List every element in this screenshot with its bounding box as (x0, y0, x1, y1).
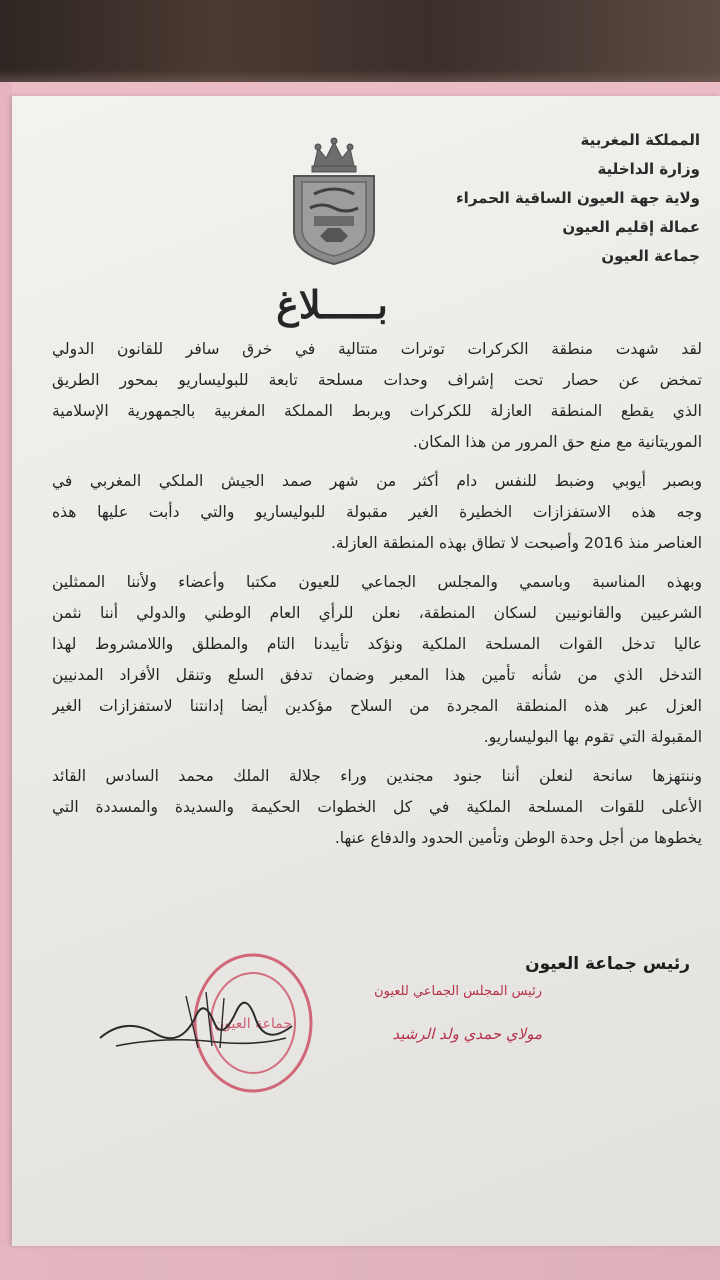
signature-title: رئيس المجلس الجماعي للعيون (374, 984, 542, 999)
letterhead (440, 126, 700, 271)
body-line: عاليا تدخل القوات المسلحة الملكية ونؤكد تأييدنا التام والمطلق واللامشروط لهذا (52, 635, 702, 653)
signature-title: رئيس جماعة العيون (525, 954, 690, 974)
letterhead-line: المملكة المغربية (580, 131, 700, 149)
body-line: وبصبر أيوبي وضبط للنفس دام أكثر من شهر صمد الجيش الملكي المغربي في (52, 472, 702, 490)
body-line: وبهذه المناسبة وباسمي والمجلس الجماعي للعيون مكتبا وأعضاء ولأننا الممثلين (52, 573, 702, 591)
signature-block-council (312, 984, 542, 1043)
body-line: الذي يقطع المنطقة العازلة للكركرات ويربط المملكة المغربية بالجمهورية الإسلامية (52, 402, 702, 420)
body-line: التدخل الذي من شأنه تأمين هذا المعبر وضمان تدفق السلع وتنقل الأفراد المدنيين (52, 666, 702, 684)
body-line: لقد شهدت منطقة الكركرات توترات متتالية في خرق سافر للقانون الدولي (52, 340, 702, 358)
body-line: الشرعيين والقانونيين لسكان المنطقة، نعلن للرأي العام الوطني والدولي أننا نثمن (52, 604, 702, 622)
body-line: يخطوها من أجل وحدة الوطن وتأمين الحدود والدفاع عنها. (334, 829, 702, 847)
letterhead-line: وزارة الداخلية (597, 160, 700, 178)
document-title: بـــــلاغ (276, 282, 388, 327)
body-line: وجه هذه الاستفزازات الخطيرة الغير مقبولة للبوليساريو والتي دأبت عليها هذه (52, 503, 702, 521)
body-line: الأعلى للقوات المسلحة الملكية في كل الخطوات الحكيمة والسديدة والمسددة التي (52, 798, 702, 816)
signature-block-president (460, 954, 690, 974)
background-top (0, 0, 720, 82)
letterhead-line: عمالة إقليم العيون (562, 218, 700, 236)
body-line: الموريتانية مع منع حق المرور من هذا المكان. (412, 433, 702, 451)
coat-of-arms-icon (284, 136, 384, 266)
document-sheet (12, 96, 720, 1246)
body-line: تمخض عن حصار تحت إشراف وحدات مسلحة تابعة للبوليساريو بمحور الطريق (52, 371, 702, 389)
body-line: العناصر منذ 2016 وأصبحت لا تطاق بهذه المنطقة العازلة. (330, 534, 702, 552)
body-line: المقبولة التي تقوم بها البوليساريو. (483, 728, 702, 746)
signature-name: مولاي حمدي ولد الرشيد (392, 1025, 542, 1043)
body-line: العزل عبر هذه المنطقة المجردة من السلاح مؤكدين أيضا إدانتنا لاستفزازات الغير (52, 697, 702, 715)
document-body (52, 334, 702, 854)
body-line: وننتهزها سانحة لنعلن أننا جنود مجندين وراء جلالة الملك محمد السادس القائد (52, 767, 702, 785)
letterhead-line: ولاية جهة العيون الساقية الحمراء (456, 189, 700, 207)
stamp-text: جماعة العيون (214, 1016, 292, 1032)
background-bottom (0, 1246, 720, 1280)
letterhead-line: جماعة العيون (601, 247, 700, 265)
handwritten-signature-icon (96, 976, 296, 1056)
background-pink-edge (0, 82, 12, 1280)
